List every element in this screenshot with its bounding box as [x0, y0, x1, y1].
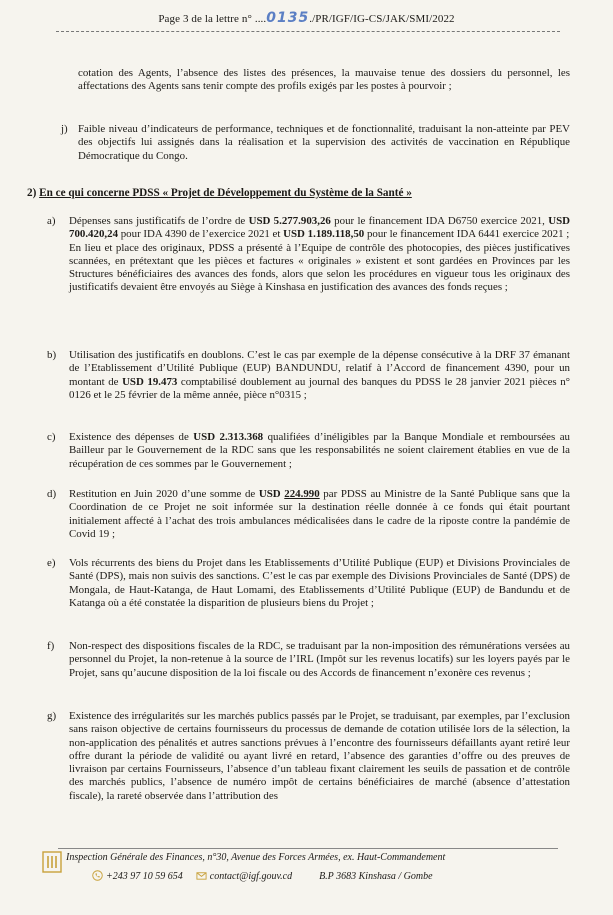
item-d-text [69, 488, 570, 541]
item-b-text-1: Utilisation des justificatifs en doublons. C’est le cas par exemple de la dépense consécutive à la DRF 37 émanant de l’Etablissement d’Utilité Publique (EUP) BANDUNDU, relatif à l’Accord de financement 4390, pour un montant de [69, 349, 570, 388]
section-2-number: 2) [27, 187, 37, 199]
item-a-amount-1: USD 5.277.903,26 [248, 215, 331, 227]
email-icon [196, 870, 207, 881]
item-j-text: Faible niveau d’indicateurs de performance, techniques et de fonctionnalité, traduisant la non-atteinte par PEV des objectifs lui assignés dans la réalisation et la supervision des activités de vaccination en République Démocratique du Congo. [78, 123, 570, 162]
letter-reference: ./PR/IGF/IG-CS/JAK/SMI/2022 [309, 13, 455, 25]
page-prefix: Page 3 de la lettre n° .... [158, 13, 267, 25]
footer-phone: +243 97 10 59 654 [106, 871, 183, 882]
footer-contact-line [92, 870, 433, 882]
footer-po-box: B.P 3683 Kinshasa / Gombe [319, 871, 433, 882]
item-c-text-1: Existence des dépenses de [69, 431, 194, 443]
item-d-marker: d) [47, 488, 57, 500]
footer-divider [58, 848, 558, 849]
item-a-text-1: Dépenses sans justificatifs de l’ordre de [69, 215, 249, 227]
item-g-text: Existence des irrégularités sur les marchés publics passés par le Projet, se traduisant, par exemples, par l’exclusion sans raison objective de certains fournisseurs du processus de demande de cotation utilisée lors de la sélection, la non-application des pénalités et autres sanctions prévues à l’encontre des fournisseurs défaillants ayant retiré leur offre durant la période de validité ou ayant livré en retard, l’absence des garanties d’offre ou des preuves de livraison par certains Fournisseurs, l’absence d’un tableau fixant clairement les seuils de passation et de contrôle des marchés publics, l’absence de numéro impôt de certains bénéficiaires de marché (absence d’attestation fiscale), la rareté observée dans l’attribution des [69, 710, 570, 802]
item-a-text-5: En lieu et place des originaux, PDSS a présenté à l’Equipe de contrôle des photocopies, des pièces justificatives scannées, en prétextant que les pièces et factures « originales » existent et sont gardées en Provinces par les Structures bénéficiaires des avances des fonds, alors que selon les procédures en vigueur tous les originaux des justificatifs devaient être envoyés au Siège à Kinshasa en justification des avances des fonds reçues ; [69, 241, 570, 294]
item-j-marker: j) [61, 123, 68, 135]
item-a-marker: a) [47, 215, 56, 227]
phone-icon [92, 870, 103, 881]
item-a-text-3: pour IDA 4390 de l’exercice 2021 et [118, 228, 284, 241]
section-2-heading: En ce qui concerne PDSS « Projet de Développement du Système de la Santé » [39, 187, 412, 199]
item-b-text-2: comptabilisé doublement au journal des banques du PDSS le 28 janvier 2021 pièces n° 0126 et le 25 février de la même année, pièce n°0315 ; [69, 375, 570, 401]
igf-logo-icon [42, 851, 62, 873]
item-c-amount: USD 2.313.368 [193, 431, 264, 443]
item-g-marker: g) [47, 710, 57, 722]
item-d-amount: 224.990 [284, 488, 320, 500]
item-e-text: Vols récurrents des biens du Projet dans les Etablissements d’Utilité Publique (EUP) et Divisions Provinciales de Santé (DPS), mais non suivis des sanctions. C’est le cas par exemple des Divisions Provinciales de Santé (DPS) de Mongala, de Haut-Katanga, de Haut Lomami, des Etablissements d’Utilité Publique (EUP) de Bandundu et de Katanga où a été constatée la disparition de plusieurs biens du Projet ; [69, 557, 570, 609]
item-a-text [69, 215, 570, 295]
item-b-amount: USD 19.473 [122, 375, 178, 388]
item-d-amount-prefix: USD [258, 488, 285, 500]
header-divider [56, 31, 560, 32]
section-2-title [27, 187, 412, 199]
item-d-text-2: par PDSS au Ministre de la Santé Publique sans que la Coordination de ce Projet ne soit informée sur la destination réelle donnée à ce fonds qui était pourtant initialement affecté à l’achat des trois ambulances médicalisées dans le cadre de la riposte contre la pandémie de Covid 19 ; [69, 488, 570, 540]
item-b-marker: b) [47, 349, 57, 361]
item-a-amount-2: USD 700.420,24 [69, 215, 570, 241]
footer-email[interactable]: contact@igf.gouv.cd [209, 871, 293, 882]
continuation-paragraph: cotation des Agents, l’absence des listes des présences, la mauvaise tenue des dossiers du personnel, les affectations des Agents sans tenir compte des profils exigés par les postes à pourvoir ; [78, 67, 570, 93]
footer-address: Inspection Générale des Finances, n°30, Avenue des Forces Armées, ex. Haut-Commandement [66, 852, 446, 863]
item-a-amount-3: USD 1.189.118,50 [283, 228, 365, 241]
item-e-marker: e) [47, 557, 56, 569]
page-header [0, 10, 613, 26]
item-d-text-1: Restitution en Juin 2020 d’une somme de [69, 488, 259, 500]
item-a-text-4: pour le financement IDA 6441 exercice 2021 ; [364, 228, 570, 241]
item-c-marker: c) [47, 431, 56, 443]
item-c-text [69, 431, 570, 471]
item-a-text-2: pour le financement IDA D6750 exercice 2021, [330, 215, 549, 227]
handwritten-letter-number: 0135 [266, 10, 310, 26]
item-c-text-2: qualifiées d’inéligibles par la Banque Mondiale et remboursées au Bailleur par le Gouvernement de la RDC sans que les responsabilités ne soient clairement établies en vue de la récupération de ces sommes par le Gouvernement ; [69, 431, 570, 470]
item-f-marker: f) [47, 640, 55, 652]
item-f-text: Non-respect des dispositions fiscales de la RDC, se traduisant par la non-imposition des rémunérations versées au personnel du Projet, la non-retenue à la source de l’IRL (Impôt sur les revenus locatifs) sur les loyers payés par le Projet, sans qu’aucune disposition de la loi fiscale ou des Accords de financement n’exonère ces revenus ; [69, 640, 570, 679]
item-b-text [69, 349, 570, 402]
